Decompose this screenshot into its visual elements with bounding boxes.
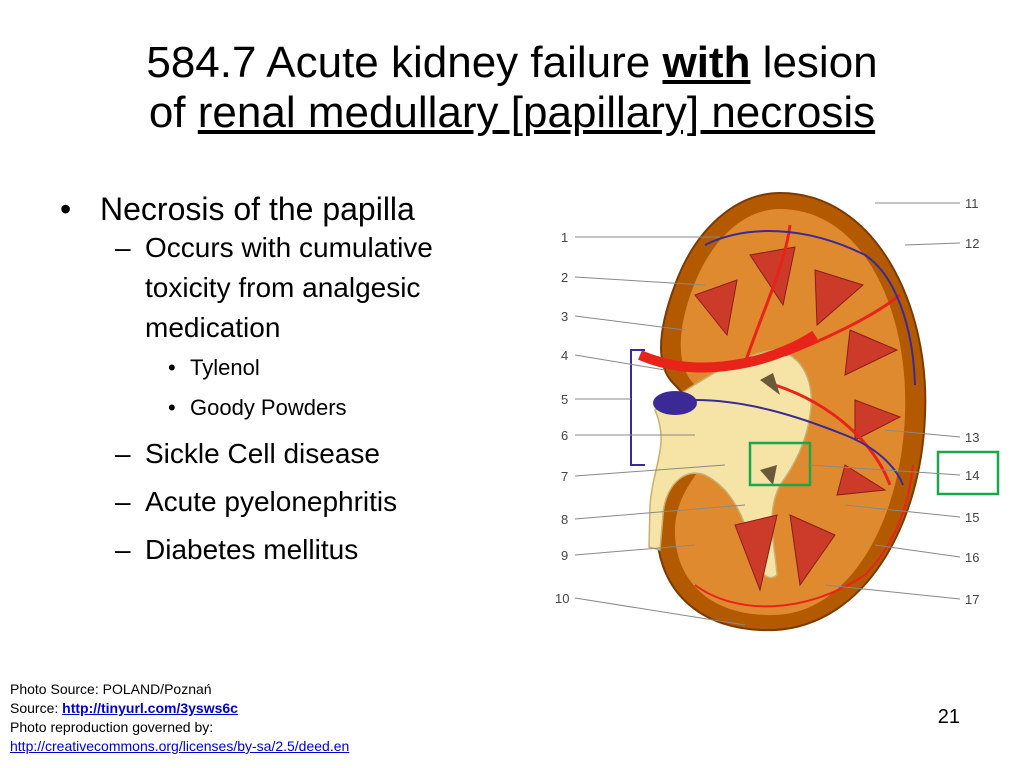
label-2: 2 [561,270,569,285]
label-7: 7 [561,469,569,484]
right-labels [965,196,979,607]
sub-bullet-diabetes: – Diabetes mellitus [115,534,359,565]
license-link[interactable]: http://creativecommons.org/licenses/by-sa/2.5/deed.en [10,738,350,754]
source-line4 [10,737,349,756]
left-labels [555,230,569,606]
label-6: 6 [561,428,569,443]
label-17: 17 [965,592,980,607]
label-13: 13 [965,430,980,445]
source-link[interactable]: http://tinyurl.com/3ysws6c [62,700,238,716]
source-line1: Photo Source: POLAND/Poznań [10,681,212,697]
label-14: 14 [965,468,980,483]
renal-vein [653,391,697,415]
kidney-diagram [545,185,1015,635]
title-line2-underlined: renal medullary [papillary] necrosis [197,88,876,137]
label-1: 1 [561,230,569,245]
photo-source [10,680,349,756]
bullet-list [60,190,530,570]
label-16: 16 [965,550,980,565]
source-line3: Photo reproduction governed by: [10,719,214,735]
sub-bullet-pyelonephritis: – Acute pyelonephritis [115,486,398,517]
label-10: 10 [555,591,570,606]
sub-sub-bullet-tylenol: • Tylenol [60,348,530,388]
sub-bullet-analgesic: – Occurs with cumulative toxicity from analgesic medication [115,232,433,343]
source-line2: Source: http://tinyurl.com/3ysws6c [10,700,238,716]
title-bold-word: with [662,38,751,87]
title-part1: 584.7 Acute kidney failure [146,38,663,87]
label-12: 12 [965,236,980,251]
label-8: 8 [561,512,569,527]
slide-title [0,38,1024,138]
label-11: 11 [965,196,979,211]
bullet-main: • Necrosis of the papilla [60,190,530,228]
label-15: 15 [965,510,980,525]
sub-sub-bullet-goody: • Goody Powders [60,388,530,428]
title-line2-prefix: of [148,88,198,137]
label-9: 9 [561,548,569,563]
label-3: 3 [561,309,569,324]
title-part2: lesion [750,38,878,87]
page-number: 21 [937,706,960,728]
label-4: 4 [561,348,569,363]
label-5: 5 [561,392,569,407]
sub-bullet-sickle-cell: – Sickle Cell disease [115,438,380,469]
kidney-illustration [545,185,1015,635]
